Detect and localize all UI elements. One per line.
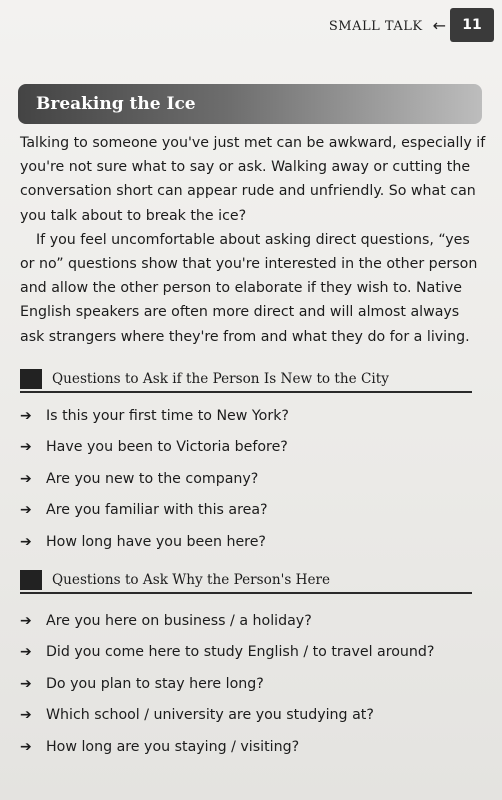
paragraph: If you feel uncomfortable about asking direct questions, “yes or no” questions show that you're interested in the other person and allow the other person to elaborate if they wish to. Native English speakers are often more direct and will almost always ask strangers where they're from and what they do for a living. [20,231,478,345]
list-item [20,668,480,700]
section-title: Breaking the Ice [36,94,196,114]
body-text [20,131,486,349]
paragraph: Talking to someone you've just met can be awkward, especially if you're not sure what to say or ask. Walking away or cutting the conversation short can appear rude and unfriendly. So what can you talk about to break the ice? [20,135,486,224]
right-arrow-icon: ➔ [20,439,32,456]
list-item [20,731,480,763]
list-item [20,526,480,558]
question-text: Are you new to the company? [46,470,259,487]
question-text: Have you been to Victoria before? [46,439,288,456]
question-text: Is this your first time to New York? [46,407,289,424]
list-item [20,432,480,464]
subsection-title: Questions to Ask if the Person Is New to the City [52,371,389,387]
section-banner [18,84,482,124]
running-title: SMALL TALK [328,18,423,34]
question-text: How long are you staying / visiting? [46,738,300,755]
subsection-title: Questions to Ask Why the Person's Here [52,572,331,588]
question-text: How long have you been here? [46,533,266,550]
subsection-heading [20,367,472,393]
list-item [20,495,480,527]
right-arrow-icon: ➔ [20,407,32,424]
question-text: Are you here on business / a holiday? [46,612,312,629]
question-text: Did you come here to study English / to travel around? [46,644,435,661]
page-number: 11 [450,8,494,42]
question-text: Do you plan to stay here long? [46,675,264,692]
list-item [20,637,480,669]
question-text: Which school / university are you studying at? [46,707,374,724]
running-head [329,18,446,34]
right-arrow-icon: ➔ [20,675,32,692]
right-arrow-icon: ➔ [20,644,32,661]
list-item [20,463,480,495]
question-list [20,400,480,558]
list-item [20,605,480,637]
right-arrow-icon: ➔ [20,533,32,550]
right-arrow-icon: ➔ [20,502,32,519]
question-text: Are you familiar with this area? [46,502,268,519]
list-item [20,400,480,432]
square-bullet-icon [20,369,42,389]
square-bullet-icon [20,570,42,590]
right-arrow-icon: ➔ [20,707,32,724]
right-arrow-icon: ➔ [20,612,32,629]
right-arrow-icon: ➔ [20,470,32,487]
right-arrow-icon: ➔ [20,738,32,755]
question-list [20,605,480,763]
subsection-heading [20,568,472,594]
list-item [20,700,480,732]
left-arrow-icon: ← [432,16,446,35]
